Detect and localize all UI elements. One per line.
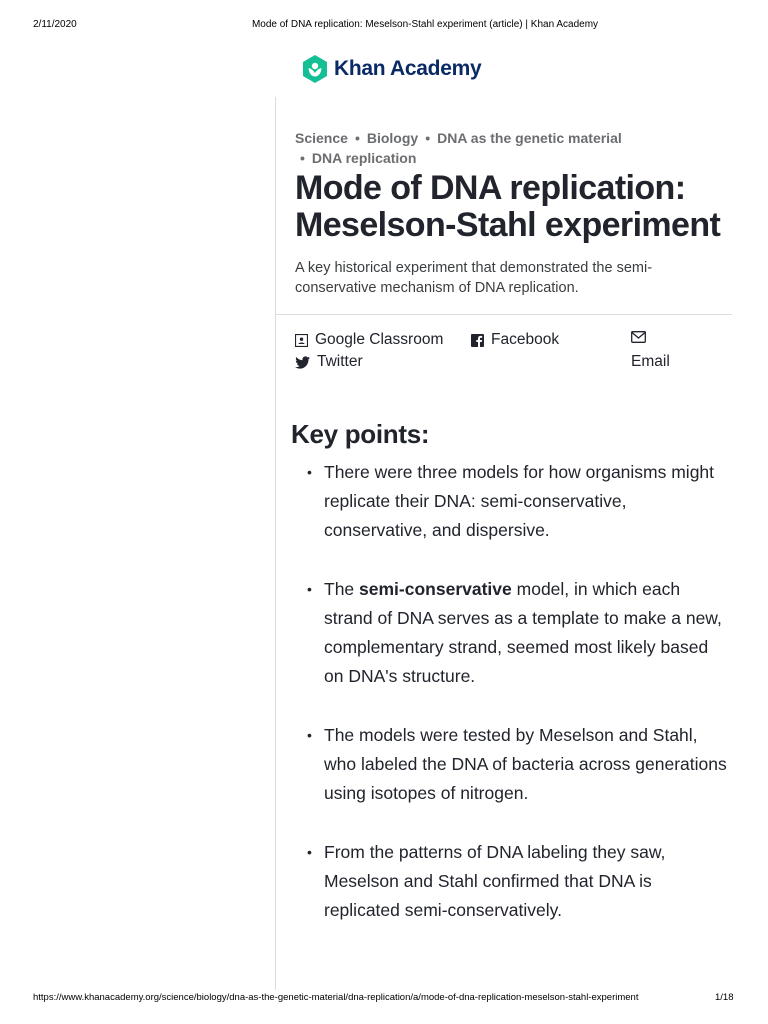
- print-page-number: 1/18: [715, 992, 734, 1003]
- logo-text: Khan Academy: [334, 57, 482, 80]
- share-google-classroom-label: Google Classroom: [315, 331, 444, 348]
- key-points-heading: Key points:: [291, 419, 430, 449]
- breadcrumb-separator: •: [300, 150, 305, 166]
- print-footer: [0, 992, 768, 1006]
- khan-academy-logo-icon: [302, 55, 328, 83]
- share-twitter-label: Twitter: [317, 353, 363, 370]
- key-point-text: There were three models for how organisms might replicate their DNA: semi-conservative, conservative, and dispersive.: [324, 462, 715, 540]
- breadcrumb-separator: •: [425, 130, 431, 146]
- share-email-icon-wrap[interactable]: [631, 331, 653, 343]
- breadcrumb: [295, 128, 725, 168]
- google-classroom-icon: [295, 334, 308, 347]
- key-point-text: From the patterns of DNA labeling they saw, Meselson and Stahl confirmed that DNA is replicated semi-conservatively.: [324, 842, 666, 920]
- key-point-text: The models were tested by Meselson and Stahl, who labeled the DNA of bacteria across generations using isotopes of nitrogen.: [324, 725, 727, 803]
- key-point-item: [307, 838, 727, 925]
- breadcrumb-item-dna-genetic-material[interactable]: DNA as the genetic material: [437, 130, 622, 146]
- key-point-bold-term: semi-conservative: [359, 579, 512, 599]
- share-email-button[interactable]: [631, 353, 670, 371]
- page-title: Mode of DNA replication: Meselson-Stahl experiment: [295, 169, 721, 244]
- share-email-label: Email: [631, 353, 670, 370]
- breadcrumb-item-dna-replication[interactable]: DNA replication: [311, 150, 417, 166]
- breadcrumb-item-science[interactable]: Science: [295, 130, 348, 146]
- print-url: https://www.khanacademy.org/science/biology/dna-as-the-genetic-material/dna-replication/a/mode-of-dna-replication-meselson-stahl-experiment: [33, 992, 639, 1003]
- print-doc-title: Mode of DNA replication: Meselson-Stahl experiment (article) | Khan Academy: [251, 19, 599, 30]
- twitter-icon: [295, 356, 310, 369]
- share-twitter-button[interactable]: [295, 353, 363, 371]
- article-subtitle: A key historical experiment that demonstrated the semi-conservative mechanism of DNA replication.: [295, 260, 653, 296]
- email-icon: [631, 331, 646, 343]
- breadcrumb-separator: •: [354, 130, 360, 146]
- key-point-item: [307, 721, 727, 808]
- header-divider: [276, 314, 732, 315]
- khan-academy-logo[interactable]: [302, 54, 481, 84]
- print-date: 2/11/2020: [33, 19, 77, 30]
- key-point-text-post: model, in which each strand of DNA serves as a template to make a new, complementary strand, seemed most likely based on DNA's structure.: [324, 579, 722, 686]
- key-points-list: [307, 458, 727, 925]
- key-point-item: [307, 575, 727, 691]
- key-point-text-pre: The: [324, 579, 360, 599]
- share-google-classroom-button[interactable]: [295, 331, 443, 349]
- share-facebook-button[interactable]: [471, 331, 559, 349]
- facebook-icon: [471, 334, 484, 347]
- key-point-item: [307, 458, 727, 545]
- content-divider-vertical: [275, 97, 276, 990]
- share-bar: [295, 331, 735, 375]
- print-header: [0, 19, 768, 33]
- share-facebook-label: Facebook: [491, 331, 560, 348]
- breadcrumb-item-biology[interactable]: Biology: [366, 130, 419, 146]
